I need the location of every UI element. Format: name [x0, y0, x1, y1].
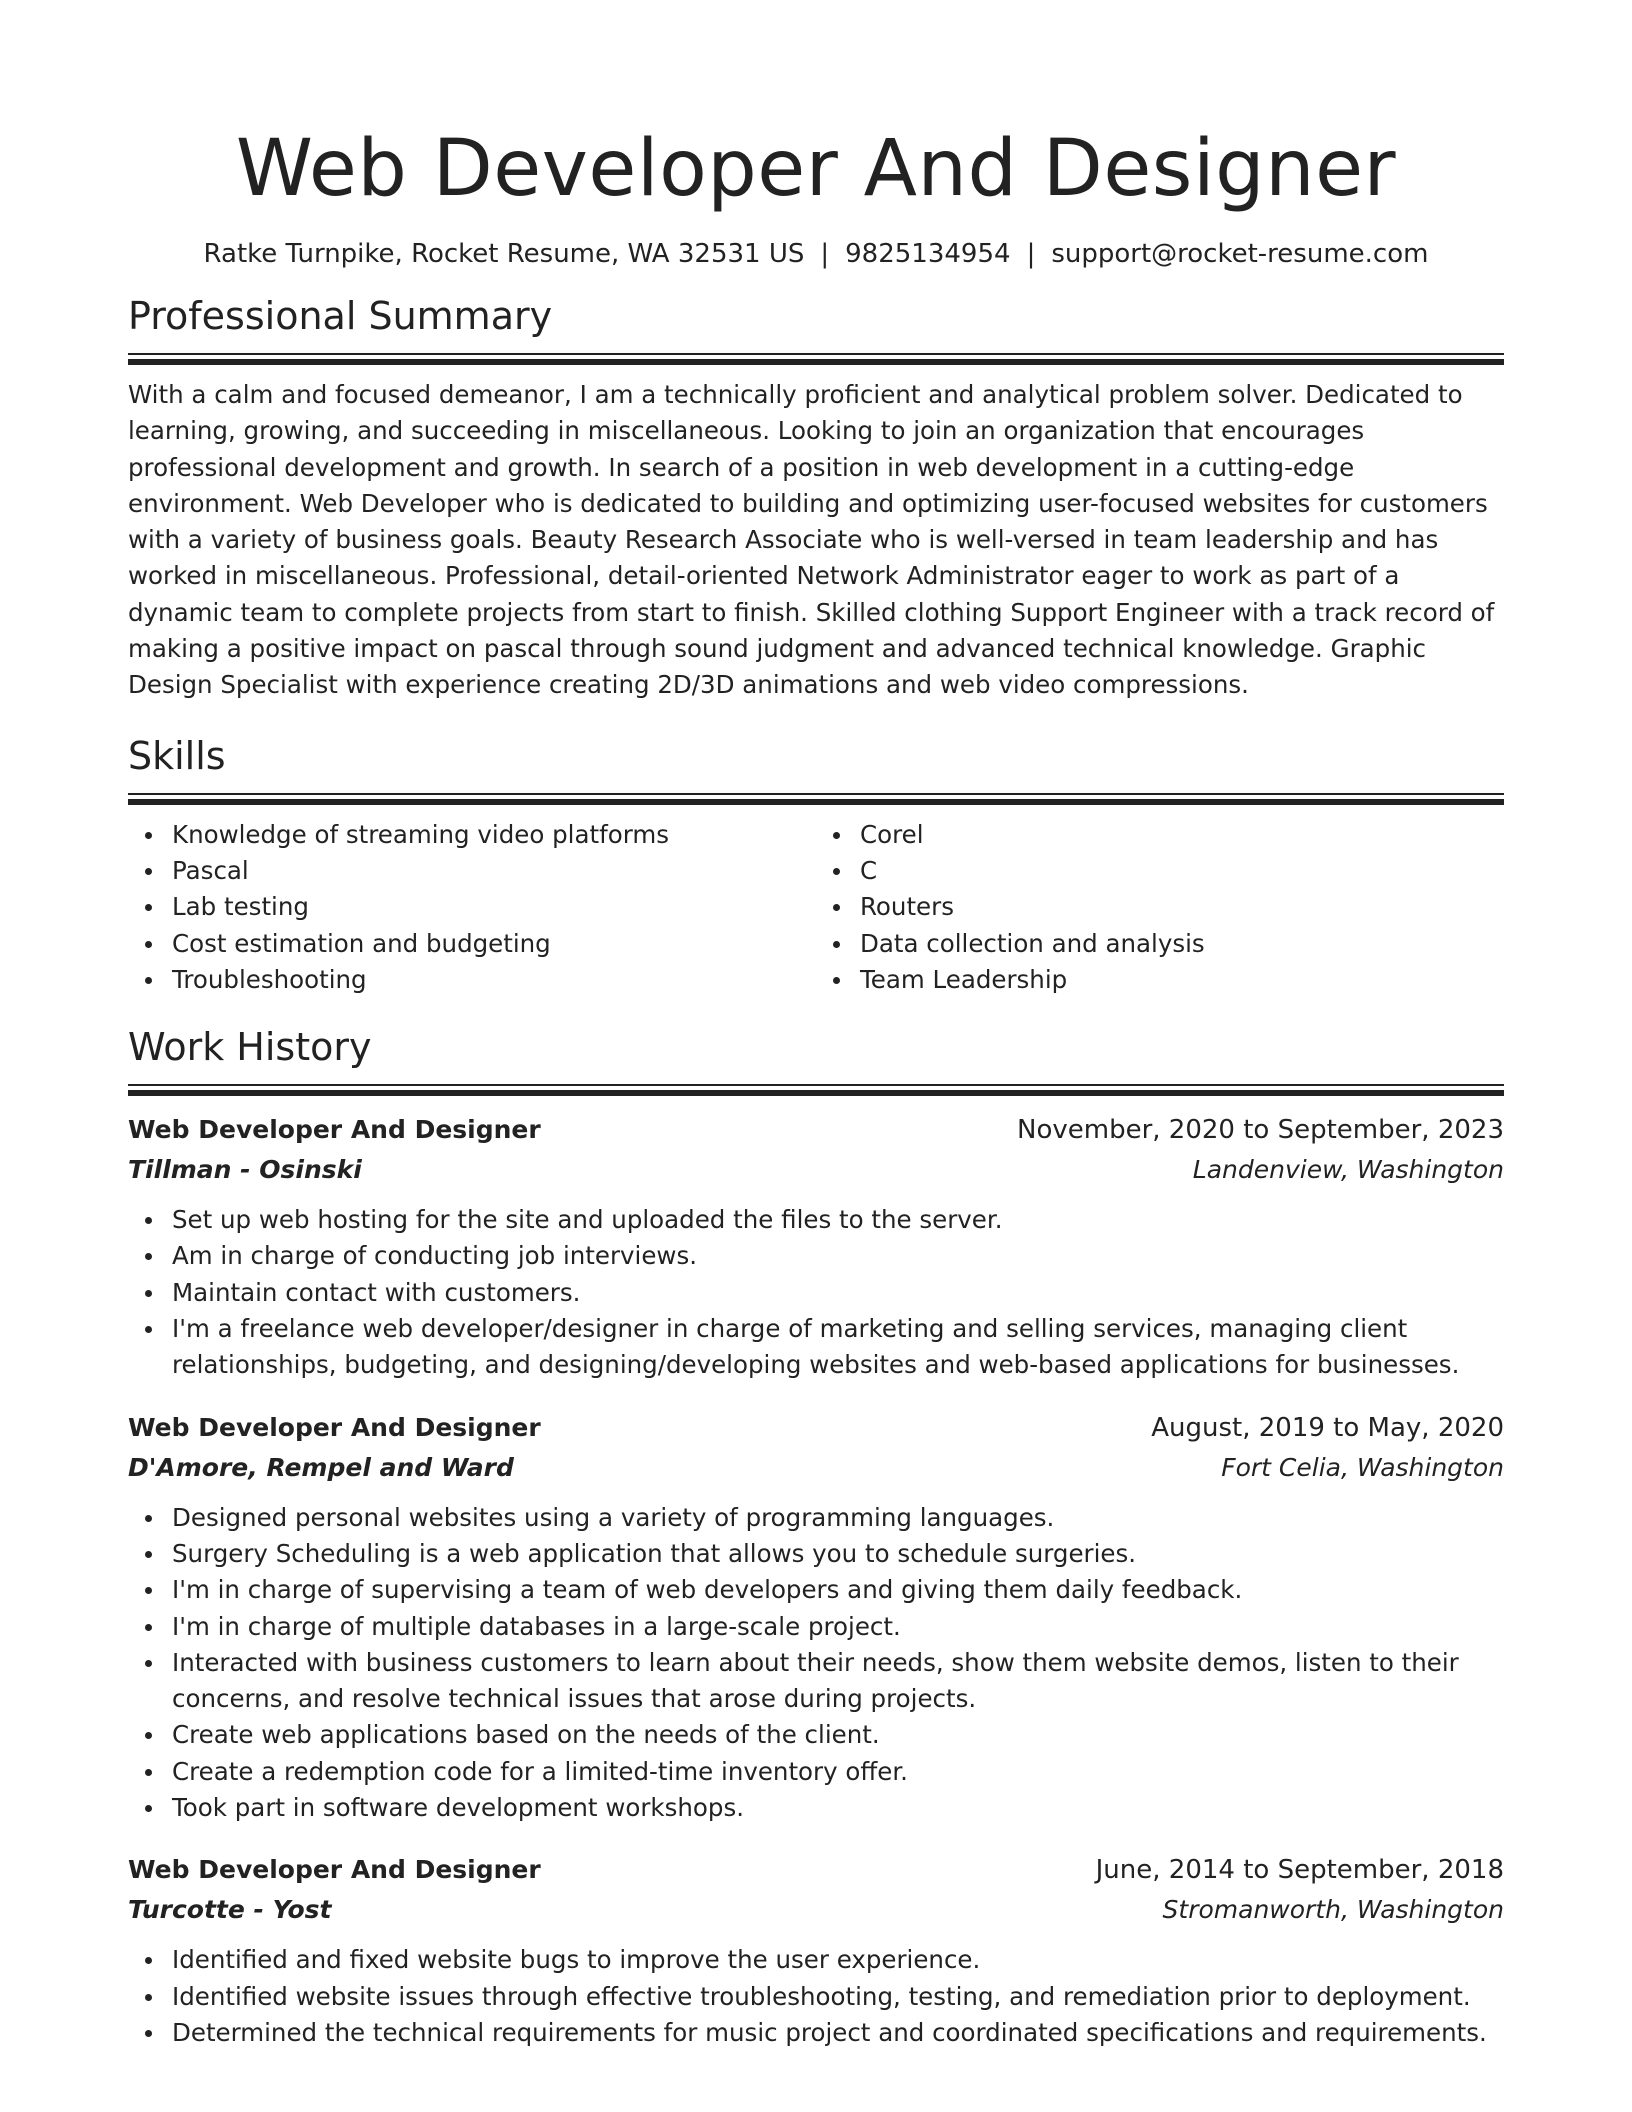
job-header — [128, 1112, 1504, 1148]
job-title: Web Developer And Designer — [128, 1855, 541, 1885]
skill-item: Pascal — [172, 853, 816, 889]
job-company: D'Amore, Rempel and Ward — [128, 1452, 514, 1482]
skill-item: Lab testing — [172, 889, 816, 925]
contact-separator: | — [1026, 239, 1036, 269]
contact-separator: | — [820, 239, 830, 269]
contact-phone: 9825134954 — [845, 239, 1011, 269]
job-header — [128, 1410, 1504, 1446]
job-bullet: Identified website issues through effective troubleshooting, testing, and remediation prior to deployment. — [172, 1979, 1504, 2015]
job-bullet: Create web applications based on the needs of the client. — [172, 1717, 1504, 1753]
job-dates: November, 2020 to September, 2023 — [1017, 1115, 1504, 1146]
job-title: Web Developer And Designer — [128, 1412, 541, 1442]
resume-name: Web Developer And Designer — [235, 124, 1397, 214]
job-bullet: I'm in charge of multiple databases in a large-scale project. — [172, 1609, 1504, 1645]
skills-column-right — [816, 817, 1504, 998]
skill-item: Troubleshooting — [172, 962, 816, 998]
section-divider — [128, 353, 1504, 365]
skills-grid — [128, 817, 1504, 998]
summary-section — [128, 291, 1504, 704]
job-company: Turcotte - Yost — [128, 1895, 332, 1925]
job-subheader — [128, 1152, 1504, 1188]
job-dates: August, 2019 to May, 2020 — [1151, 1412, 1504, 1443]
contact-address: Ratke Turnpike, Rocket Resume, WA 32531 US — [203, 239, 805, 269]
skill-item: Data collection and analysis — [860, 926, 1504, 962]
job-entry — [128, 1410, 1504, 1827]
skills-list-right — [816, 817, 1504, 998]
section-title-summary: Professional Summary — [128, 294, 553, 338]
job-bullet: Create a redemption code for a limited-time inventory offer. — [172, 1754, 1504, 1790]
job-title: Web Developer And Designer — [128, 1115, 541, 1145]
job-bullet: Determined the technical requirements for music project and coordinated specifications and requirements. — [172, 2015, 1504, 2051]
job-company: Tillman - Osinski — [128, 1155, 362, 1185]
job-bullets — [128, 1500, 1504, 1827]
contact-line — [128, 234, 1504, 274]
job-dates: June, 2014 to September, 2018 — [1095, 1855, 1504, 1886]
section-title-work-history: Work History — [128, 1025, 372, 1070]
job-location: Stromanworth, Washington — [1162, 1895, 1504, 1925]
skills-column-left — [128, 817, 816, 998]
skill-item: Team Leadership — [860, 962, 1504, 998]
job-entry — [128, 1852, 1504, 2051]
skill-item: Corel — [860, 817, 1504, 853]
work-history-section — [128, 1022, 1504, 2051]
skill-item: C — [860, 853, 1504, 889]
job-bullet: I'm in charge of supervising a team of web developers and giving them daily feedback. — [172, 1572, 1504, 1608]
section-divider — [128, 1084, 1504, 1096]
job-entry — [128, 1112, 1504, 1383]
job-subheader — [128, 1892, 1504, 1928]
job-location: Landenview, Washington — [1192, 1155, 1504, 1185]
job-bullet: I'm a freelance web developer/designer in charge of marketing and selling services, managing client relationships, budgeting, and designing/developing websites and web-based applications for businesses. — [172, 1311, 1504, 1384]
job-bullet: Am in charge of conducting job interviews. — [172, 1238, 1504, 1274]
resume-page — [128, 0, 1504, 2051]
skill-item: Routers — [860, 889, 1504, 925]
skills-list-left — [128, 817, 816, 998]
job-bullets — [128, 1202, 1504, 1383]
job-bullet: Set up web hosting for the site and uploaded the files to the server. — [172, 1202, 1504, 1238]
skills-section — [128, 731, 1504, 998]
job-bullet: Maintain contact with customers. — [172, 1275, 1504, 1311]
job-header — [128, 1852, 1504, 1888]
skill-item: Knowledge of streaming video platforms — [172, 817, 816, 853]
summary-paragraph: With a calm and focused demeanor, I am a technically proficient and analytical problem solver. Dedicated to learning, growing, and succeeding in miscellaneous. Looking to join an organization that encourages professional development and growth. In search of a position in web development in a cutting-edge environment. Web Developer who is dedicated to building and optimizing user-focused websites for customers with a variety of business goals. Beauty Research Associate who is well-versed in team leadership and has worked in miscellaneous. Professional, detail-oriented Network Administrator eager to work as part of a dynamic team to complete projects from start to finish. Skilled clothing Support Engineer with a track record of making a positive impact on pascal through sound judgment and advanced technical knowledge. Graphic Design Specialist with experience creating 2D/3D animations and web video compressions. — [128, 380, 1495, 700]
section-divider — [128, 793, 1504, 805]
section-title-skills: Skills — [128, 733, 226, 778]
job-bullet: Designed personal websites using a variety of programming languages. — [172, 1500, 1504, 1536]
job-bullet: Took part in software development workshops. — [172, 1790, 1504, 1826]
job-bullet: Surgery Scheduling is a web application that allows you to schedule surgeries. — [172, 1536, 1504, 1572]
job-subheader — [128, 1450, 1504, 1486]
contact-email: support@rocket-resume.com — [1051, 239, 1429, 269]
job-location: Fort Celia, Washington — [1221, 1452, 1504, 1482]
job-bullet: Interacted with business customers to learn about their needs, show them website demos, listen to their concerns, and resolve technical issues that arose during projects. — [172, 1645, 1504, 1718]
skill-item: Cost estimation and budgeting — [172, 926, 816, 962]
job-bullet: Identified and fixed website bugs to improve the user experience. — [172, 1942, 1504, 1978]
job-bullets — [128, 1942, 1504, 2051]
